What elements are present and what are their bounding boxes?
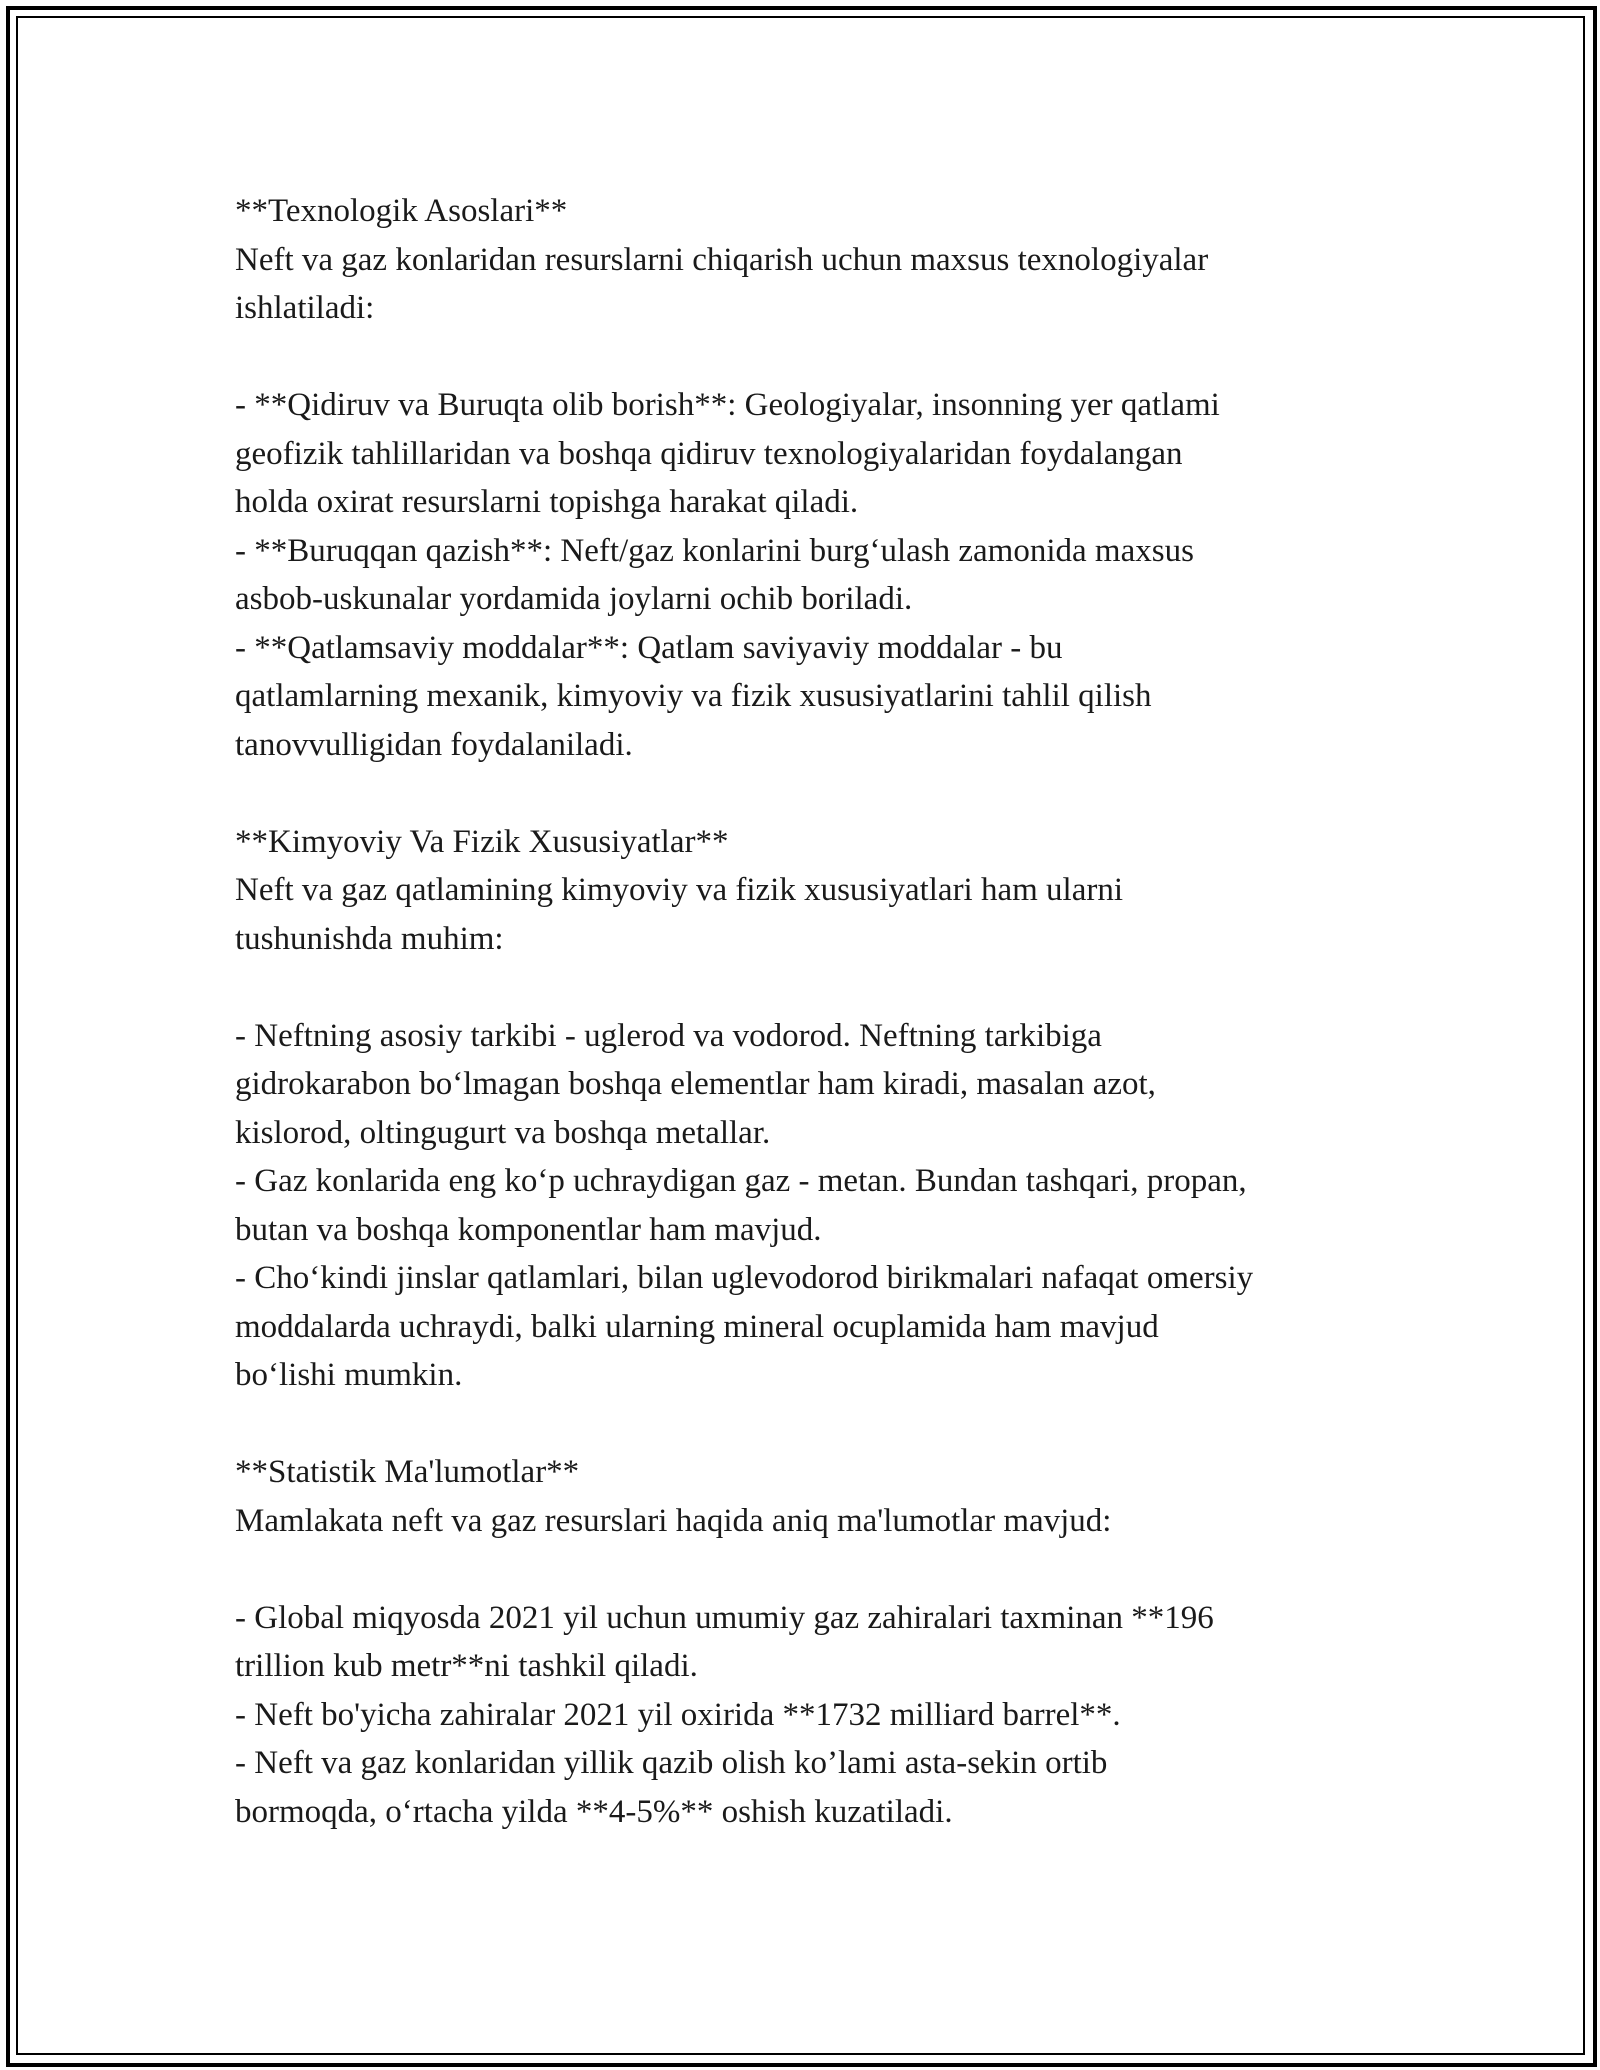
text-line: kislorod, oltingugurt va boshqa metallar. <box>235 1114 771 1151</box>
text-line: gidrokarabon bo‘lmagan boshqa elementlar ham kiradi, masalan azot, <box>235 1066 1156 1102</box>
text-line: moddalarda uchraydi, balki ularning mineral ocuplamida ham mavjud <box>235 1308 1159 1345</box>
text-line: trillion kub metr**ni tashkil qiladi. <box>235 1648 698 1684</box>
blank-line <box>235 333 1425 382</box>
list-item: - **Buruqqan qazish**: Neft/gaz konlarini burg‘ulash zamonida maxsus <box>235 532 1194 569</box>
list-item: - Cho‘kindi jinslar qatlamlari, bilan uglevodorod birikmalari nafaqat omersiy <box>235 1260 1254 1296</box>
list-item: - Global miqyosda 2021 yil uchun umumiy gaz zahiralari taxminan **196 <box>235 1599 1214 1636</box>
text-line: Neft va gaz konlaridan resurslarni chiqarish uchun maxsus texnologiyalar <box>235 241 1209 278</box>
text-line: ishlatiladi: <box>235 290 375 326</box>
text-line: tushunishda muhim: <box>235 920 504 957</box>
blank-line <box>235 769 1425 818</box>
text-line: bo‘lishi mumkin. <box>235 1357 463 1393</box>
list-item: - Neft bo'yicha zahiralar 2021 yil oxirida **1732 milliard barrel**. <box>235 1696 1121 1733</box>
list-item: - **Qidiruv va Buruqta olib borish**: Geologiyalar, insonning yer qatlami <box>235 387 1220 423</box>
text-line: Neft va gaz qatlamining kimyoviy va fizik xususiyatlari ham ularni <box>235 872 1124 908</box>
list-item: - **Qatlamsaviy moddalar**: Qatlam saviyaviy moddalar - bu <box>235 629 1063 666</box>
list-item: - Neft va gaz konlaridan yillik qazib olish ko’lami asta-sekin ortib <box>235 1745 1108 1781</box>
text-line: geofizik tahlillaridan va boshqa qidiruv texnologiyalaridan foydalangan <box>235 435 1183 472</box>
blank-line <box>235 963 1425 1012</box>
text-line: Mamlakata neft va gaz resurslari haqida aniq ma'lumotlar mavjud: <box>235 1502 1112 1539</box>
blank-line <box>235 1545 1425 1594</box>
text-line: butan va boshqa komponentlar ham mavjud. <box>235 1211 822 1248</box>
list-item: - Gaz konlarida eng ko‘p uchraydigan gaz - metan. Bundan tashqari, propan, <box>235 1163 1247 1199</box>
text-line: tanovvulligidan foydalaniladi. <box>235 726 633 763</box>
list-item: - Neftning asosiy tarkibi - uglerod va vodorod. Neftning tarkibiga <box>235 1017 1102 1054</box>
section-heading-kimyoviy: **Kimyoviy Va Fizik Xususiyatlar** <box>235 823 729 860</box>
section-heading-texnologik: **Texnologik Asoslari** <box>235 193 568 229</box>
blank-line <box>235 1400 1425 1449</box>
text-line: holda oxirat resurslarni topishga harakat qiladi. <box>235 484 859 520</box>
text-line: bormoqda, o‘rtacha yilda **4-5%** oshish kuzatiladi. <box>235 1793 953 1830</box>
text-line: asbob-uskunalar yordamida joylarni ochib boriladi. <box>235 581 913 617</box>
document-body <box>235 187 1425 1836</box>
section-heading-statistik: **Statistik Ma'lumotlar** <box>235 1454 580 1490</box>
text-line: qatlamlarning mexanik, kimyoviy va fizik xususiyatlarini tahlil qilish <box>235 678 1152 714</box>
